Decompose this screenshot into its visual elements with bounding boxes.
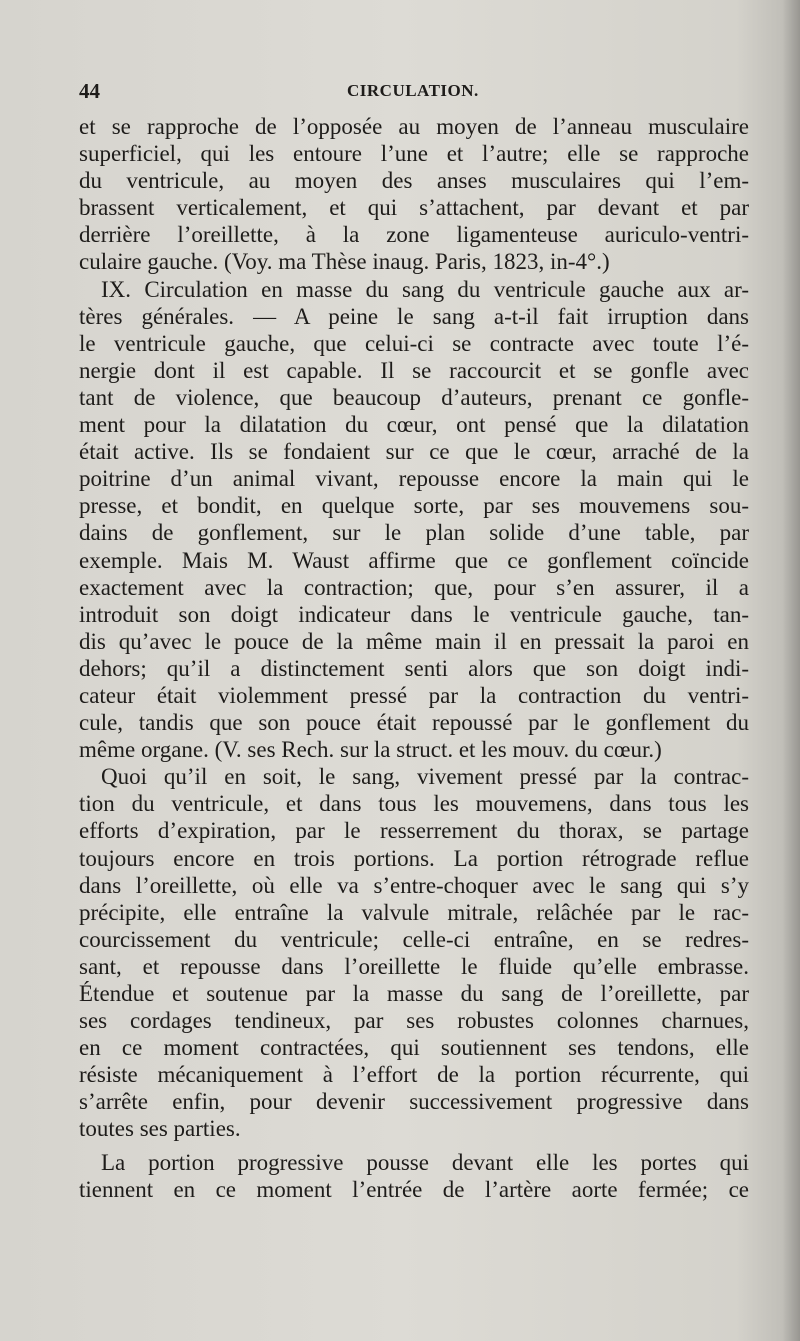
- text-line: efforts d’expiration, par le resserrement du thorax, se partage: [79, 818, 749, 844]
- text-line: nergie dont il est capable. Il se raccourcit et se gonfle avec: [79, 357, 749, 383]
- paragraph-first-line: La portion progressive pousse devant elle les portes qui: [101, 1149, 749, 1175]
- text-line: dis qu’avec le pouce de la même main il en pressait la paroi en: [79, 628, 749, 654]
- body-text: [79, 113, 749, 1203]
- text-line: cule, tandis que son pouce était repoussé par le gonflement du: [79, 710, 749, 736]
- text-line: toujours encore en trois portions. La portion rétrograde reflue: [79, 845, 749, 871]
- page-header: [79, 79, 749, 103]
- page-edge-shadow: [782, 0, 800, 1341]
- text-line: et se rapproche de l’opposée au moyen de l’anneau musculaire: [79, 114, 749, 139]
- text-line: introduit son doigt indicateur dans le ventricule gauche, tan-: [79, 601, 749, 627]
- text-line: tant de violence, que beaucoup d’auteurs, prenant ce gonfle-: [79, 384, 749, 410]
- text-line: presse, et bondit, en quelque sorte, par ses mouvemens sou-: [79, 493, 749, 519]
- text-line: tion du ventricule, et dans tous les mouvemens, dans tous les: [79, 791, 749, 817]
- text-line: derrière l’oreillette, à la zone ligamenteuse auriculo-ventri-: [79, 222, 749, 248]
- paragraph-first-line: Quoi qu’il en soit, le sang, vivement pressé par la contrac-: [101, 764, 749, 790]
- text-line: ses cordages tendineux, par ses robustes colonnes charnues,: [79, 1008, 749, 1034]
- text-line: en ce moment contractées, qui soutiennent ses tendons, elle: [79, 1035, 749, 1061]
- text-line: toutes ses parties.: [79, 1116, 241, 1142]
- text-line: s’arrête enfin, pour devenir successivement progressive dans: [79, 1089, 749, 1115]
- text-line: sant, et repousse dans l’oreillette le fluide qu’elle embrasse.: [79, 953, 749, 979]
- text-line: culaire gauche. (Voy. ma Thèse inaug. Paris, 1823, in-4°.): [79, 249, 610, 275]
- text-line: exemple. Mais M. Waust affirme que ce gonflement coïncide: [79, 547, 749, 573]
- text-line: dans l’oreillette, où elle va s’entre-choquer avec le sang qui s’y: [79, 872, 749, 898]
- text-line: ment pour la dilatation du cœur, ont pensé que la dilatation: [79, 412, 749, 438]
- text-line: même organe. (V. ses Rech. sur la struct. et les mouv. du cœur.): [79, 737, 662, 763]
- text-line: précipite, elle entraîne la valvule mitrale, relâchée par le rac-: [79, 899, 749, 925]
- section-heading-line: IX. Circulation en masse du sang du ventricule gauche aux ar-: [101, 276, 749, 302]
- text-line: exactement avec la contraction; que, pour s’en assurer, il a: [79, 574, 749, 600]
- running-title: CIRCULATION.: [347, 81, 479, 100]
- text-line: le ventricule gauche, que celui-ci se contracte avec toute l’é-: [79, 330, 749, 356]
- page-number: 44: [79, 79, 100, 103]
- text-line: dains de gonflement, sur le plan solide d’une table, par: [79, 520, 749, 546]
- text-line: poitrine d’un animal vivant, repousse encore la main qui le: [79, 466, 749, 492]
- text-line: superficiel, qui les entoure l’une et l’autre; elle se rapproche: [79, 141, 749, 167]
- text-line: tiennent en ce moment l’entrée de l’artère aorte fermée; ce: [79, 1176, 749, 1202]
- text-line: Étendue et soutenue par la masse du sang de l’oreillette, par: [79, 981, 749, 1006]
- text-line: résiste mécaniquement à l’effort de la portion récurrente, qui: [79, 1062, 749, 1088]
- text-line: tères générales. — A peine le sang a-t-il fait irruption dans: [79, 303, 749, 329]
- text-line: du ventricule, au moyen des anses musculaires qui l’em-: [79, 168, 749, 194]
- text-line: cateur était violemment pressé par la contraction du ventri-: [79, 682, 749, 708]
- text-line: courcissement du ventricule; celle-ci entraîne, en se redres-: [79, 926, 749, 952]
- text-line: dehors; qu’il a distinctement senti alors que son doigt indi-: [79, 655, 749, 681]
- text-line: brassent verticalement, et qui s’attachent, par devant et par: [79, 195, 749, 221]
- text-line: était active. Ils se fondaient sur ce que le cœur, arraché de la: [79, 439, 749, 465]
